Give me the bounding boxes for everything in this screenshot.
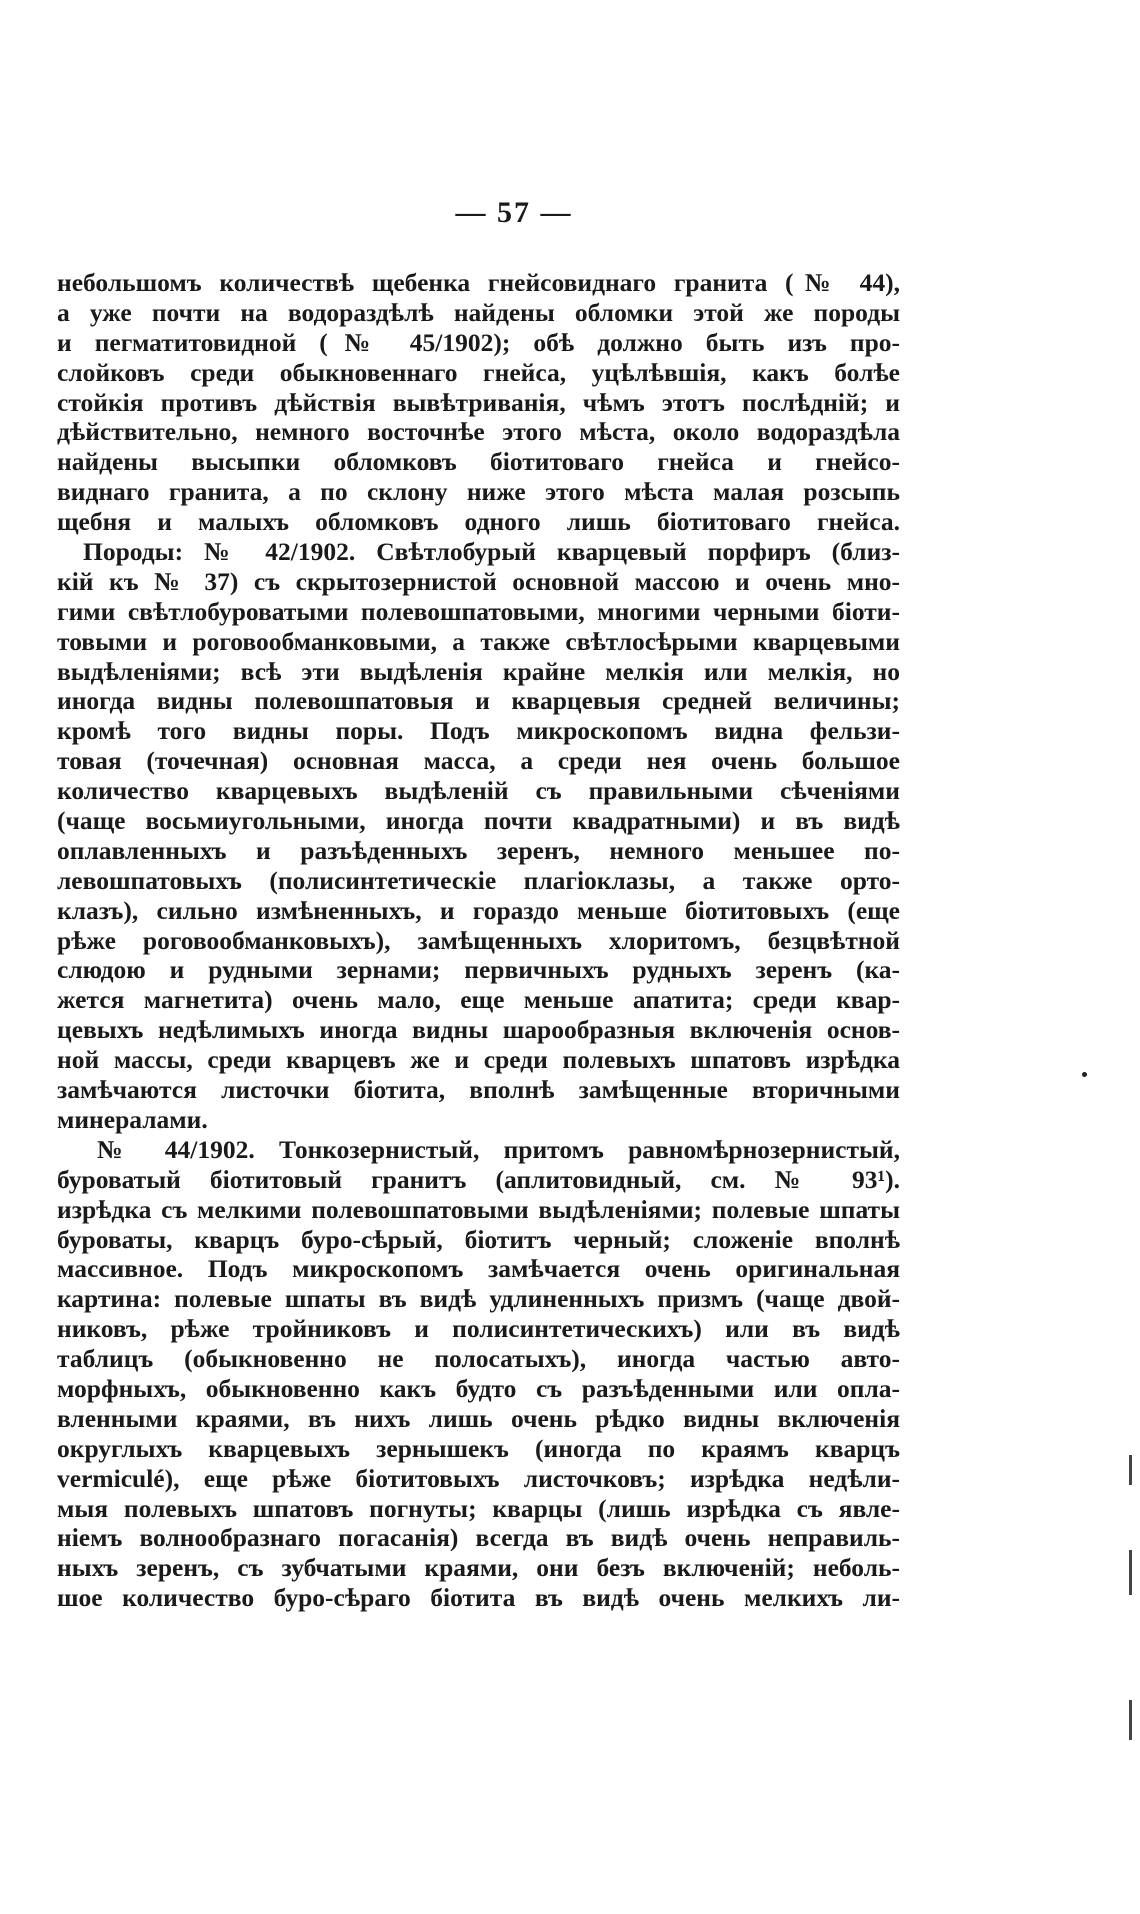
text-line: буроваты, кварцъ буро-сѣрый, біотитъ черный; сложеніе вполнѣ	[57, 1224, 900, 1254]
scan-edge-mark	[1129, 1700, 1132, 1740]
text-line: цевыхъ недѣлимыхъ иногда видны шарообразныя включенія основ-	[57, 1015, 900, 1045]
text-line: вленными краями, въ нихъ лишь очень рѣдко видны включенія	[57, 1403, 900, 1433]
text-line: слюдою и рудными зернами; первичныхъ рудныхъ зеренъ (ка-	[57, 955, 900, 985]
body-text	[57, 268, 900, 1613]
text-line: клазъ), сильно измѣненныхъ, и гораздо меньше біотитовыхъ (еще	[57, 895, 900, 925]
text-line: дѣйствительно, немного восточнѣе этого мѣста, около водораздѣла	[57, 417, 900, 447]
text-line: гими свѣтлобуроватыми полевошпатовыми, многими черными біоти-	[57, 596, 900, 626]
scan-edge-mark	[1129, 1455, 1132, 1485]
text-line: щебня и малыхъ обломковъ одного лишь біотитоваго гнейса.	[57, 507, 900, 537]
text-line: мыя полевыхъ шпатовъ погнуты; кварцы (лишь изрѣдка съ явле-	[57, 1493, 900, 1523]
page-number: — 57 —	[455, 196, 573, 229]
text-line: небольшомъ количествѣ щебенка гнейсовиднаго гранита (№ 44),	[57, 268, 900, 297]
text-line: № 44/1902. Тонкозернистый, притомъ равномѣрнозернистый,	[97, 1134, 900, 1164]
text-line: минералами.	[57, 1104, 208, 1134]
text-line: морфныхъ, обыкновенно какъ будто съ разъѣденными или опла-	[57, 1373, 900, 1403]
text-line: оплавленныхъ и разъѣденныхъ зеренъ, немного меньшее по-	[57, 835, 900, 865]
text-line: (чаще восьмиугольными, иногда почти квадратными) и въ видѣ	[57, 806, 900, 836]
text-line: кромѣ того видны поры. Подъ микроскопомъ видна фельзи-	[57, 716, 900, 746]
text-line: шое количество буро-сѣраго біотита въ видѣ очень мелкихъ ли-	[57, 1583, 900, 1613]
text-line: ныхъ зеренъ, съ зубчатыми краями, они безъ включеній; неболь-	[57, 1553, 900, 1583]
text-line: ной массы, среди кварцевъ же и среди полевыхъ шпатовъ изрѣдка	[57, 1045, 900, 1075]
text-line: никовъ, рѣже тройниковъ и полисинтетическихъ) или въ видѣ	[57, 1314, 900, 1344]
text-line: левошпатовыхъ (полисинтетическіе плагіоклазы, а также орто-	[57, 865, 900, 895]
stray-mark	[1082, 1072, 1087, 1077]
text-line: жется магнетита) очень мало, еще меньше апатита; среди квар-	[57, 985, 900, 1015]
text-line: таблицъ (обыкновенно не полосатыхъ), иногда частью авто-	[57, 1344, 900, 1374]
text-line: иногда видны полевошпатовыя и кварцевыя средней величины;	[57, 686, 900, 716]
text-line: слойковъ среди обыкновеннаго гнейса, уцѣлѣвшія, какъ болѣе	[57, 357, 900, 387]
text-line: товая (точечная) основная масса, а среди нея очень большое	[57, 746, 900, 776]
text-line: буроватый біотитовый гранитъ (аплитовидный, см. № 93¹).	[57, 1164, 900, 1194]
text-line: ніемъ волнообразнаго погасанія) всегда въ видѣ очень неправиль-	[57, 1523, 900, 1553]
text-line: рѣже роговообманковыхъ), замѣщенныхъ хлоритомъ, безцвѣтной	[57, 925, 900, 955]
text-line: количество кварцевыхъ выдѣленій съ правильными сѣченіями	[57, 776, 900, 806]
text-line: массивное. Подъ микроскопомъ замѣчается очень оригинальная	[57, 1254, 900, 1284]
text-line: округлыхъ кварцевыхъ зернышекъ (иногда по краямъ кварцъ	[57, 1433, 900, 1463]
text-line: и пегматитовидной (№ 45/1902); обѣ должно быть изъ про-	[57, 327, 900, 357]
text-line: Породы: № 42/1902. Свѣтлобурый кварцевый порфиръ (близ-	[83, 537, 900, 567]
text-line: картина: полевые шпаты въ видѣ удлиненныхъ призмъ (чаще двой-	[57, 1284, 900, 1314]
scan-edge-mark	[1129, 1550, 1132, 1595]
text-line: замѣчаются листочки біотита, вполнѣ замѣщенные вторичными	[57, 1075, 900, 1105]
text-line: а уже почти на водораздѣлѣ найдены обломки этой же породы	[57, 297, 900, 327]
text-line: найдены высыпки обломковъ біотитоваго гнейса и гнейсо-	[57, 447, 900, 477]
text-line: стойкія противъ дѣйствія вывѣтриванія, чѣмъ этотъ послѣдній; и	[57, 387, 900, 417]
text-line: товыми и роговообманковыми, а также свѣтлосѣрыми кварцевыми	[57, 626, 900, 656]
text-line: выдѣленіями; всѣ эти выдѣленія крайне мелкія или мелкія, но	[57, 656, 900, 686]
text-line: виднаго гранита, а по склону ниже этого мѣста малая розсыпь	[57, 477, 900, 507]
text-line: vermiculé), еще рѣже біотитовыхъ листочковъ; изрѣдка недѣли-	[57, 1463, 900, 1493]
text-line: кій къ № 37) съ скрытозернистой основной массою и очень мно-	[57, 566, 900, 596]
text-line: изрѣдка съ мелкими полевошпатовыми выдѣленіями; полевые шпаты	[57, 1194, 900, 1224]
